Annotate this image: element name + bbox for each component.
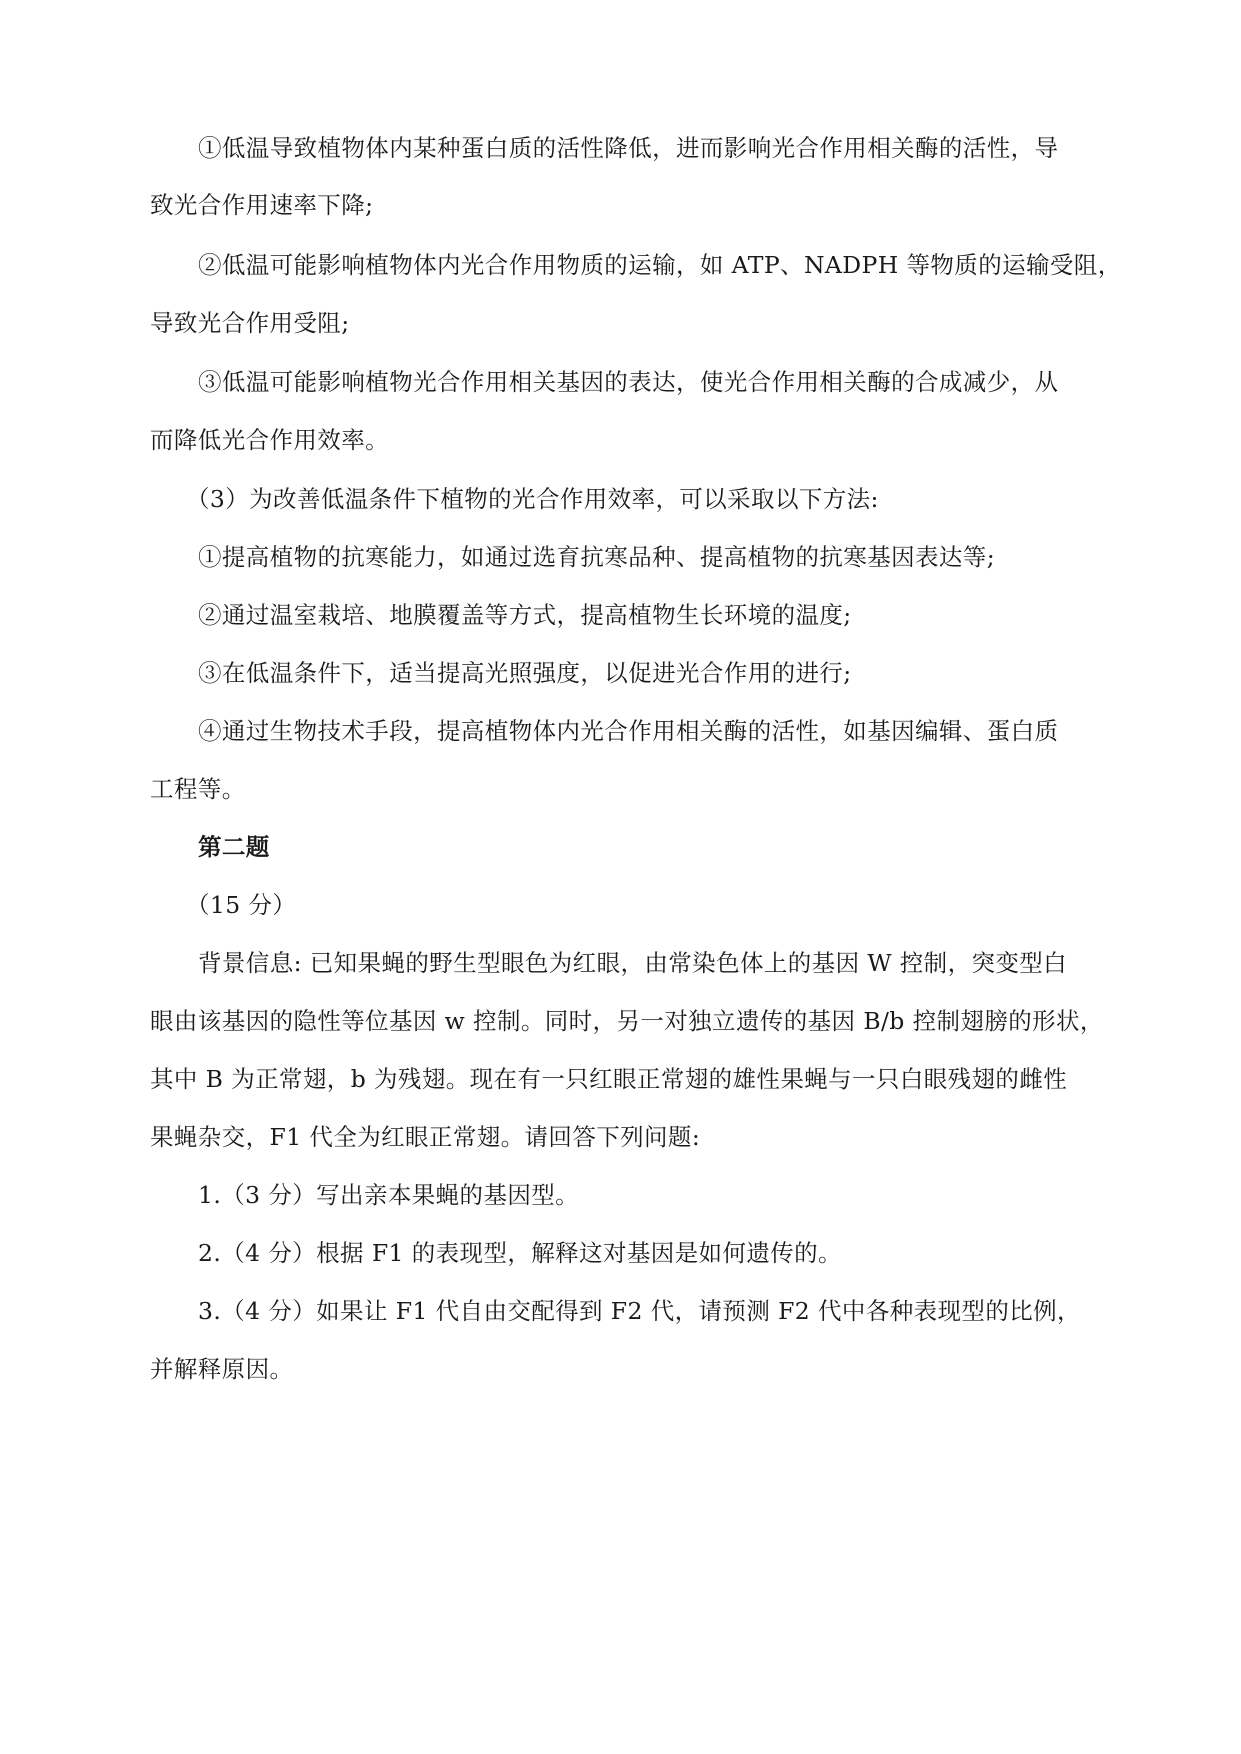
paragraph-line: ②低温可能影响植物体内光合作用物质的运输，如 ATP、NADPH 等物质的运输受阻， <box>198 251 1122 279</box>
paragraph-line: ②通过温室栽培、地膜覆盖等方式，提高植物生长环境的温度; <box>198 601 852 629</box>
paragraph-line: ④通过生物技术手段，提高植物体内光合作用相关酶的活性，如基因编辑、蛋白质 <box>198 717 1059 745</box>
question-item: 2.（4 分）根据 F1 的表现型，解释这对基因是如何遗传的。 <box>198 1239 842 1267</box>
paragraph-line: 工程等。 <box>150 775 246 803</box>
score-note: （15 分） <box>186 891 297 919</box>
paragraph-line: 导致光合作用受阻; <box>150 309 350 337</box>
paragraph-line: 其中 B 为正常翅，b 为残翅。现在有一只红眼正常翅的雄性果蝇与一只白眼残翅的雌性 <box>150 1065 1068 1093</box>
paragraph-line: 而降低光合作用效率。 <box>150 426 389 454</box>
paragraph-line: ③在低温条件下，适当提高光照强度，以促进光合作用的进行; <box>198 659 852 687</box>
paragraph-line: ①提高植物的抗寒能力，如通过选育抗寒品种、提高植物的抗寒基因表达等; <box>198 543 996 571</box>
paragraph-line: ①低温导致植物体内某种蛋白质的活性降低，进而影响光合作用相关酶的活性，导 <box>198 134 1059 162</box>
paragraph-line: 果蝇杂交，F1 代全为红眼正常翅。请回答下列问题: <box>150 1123 701 1151</box>
paragraph-line: （3）为改善低温条件下植物的光合作用效率，可以采取以下方法: <box>186 485 879 513</box>
paragraph-line: 眼由该基因的隐性等位基因 w 控制。同时，另一对独立遗传的基因 B/b 控制翅膀的形状， <box>150 1007 1104 1035</box>
paragraph-line: 并解释原因。 <box>150 1355 294 1383</box>
paragraph-line: 致光合作用速率下降; <box>150 191 374 219</box>
paragraph-line: 背景信息: 已知果蝇的野生型眼色为红眼，由常染色体上的基因 W 控制，突变型白 <box>198 949 1068 977</box>
paragraph-line: ③低温可能影响植物光合作用相关基因的表达，使光合作用相关酶的合成减少，从 <box>198 368 1059 396</box>
section-heading: 第二题 <box>198 833 270 861</box>
question-item: 1.（3 分）写出亲本果蝇的基因型。 <box>198 1181 580 1209</box>
question-item: 3.（4 分）如果让 F1 代自由交配得到 F2 代，请预测 F2 代中各种表现型的比例， <box>198 1297 1081 1325</box>
